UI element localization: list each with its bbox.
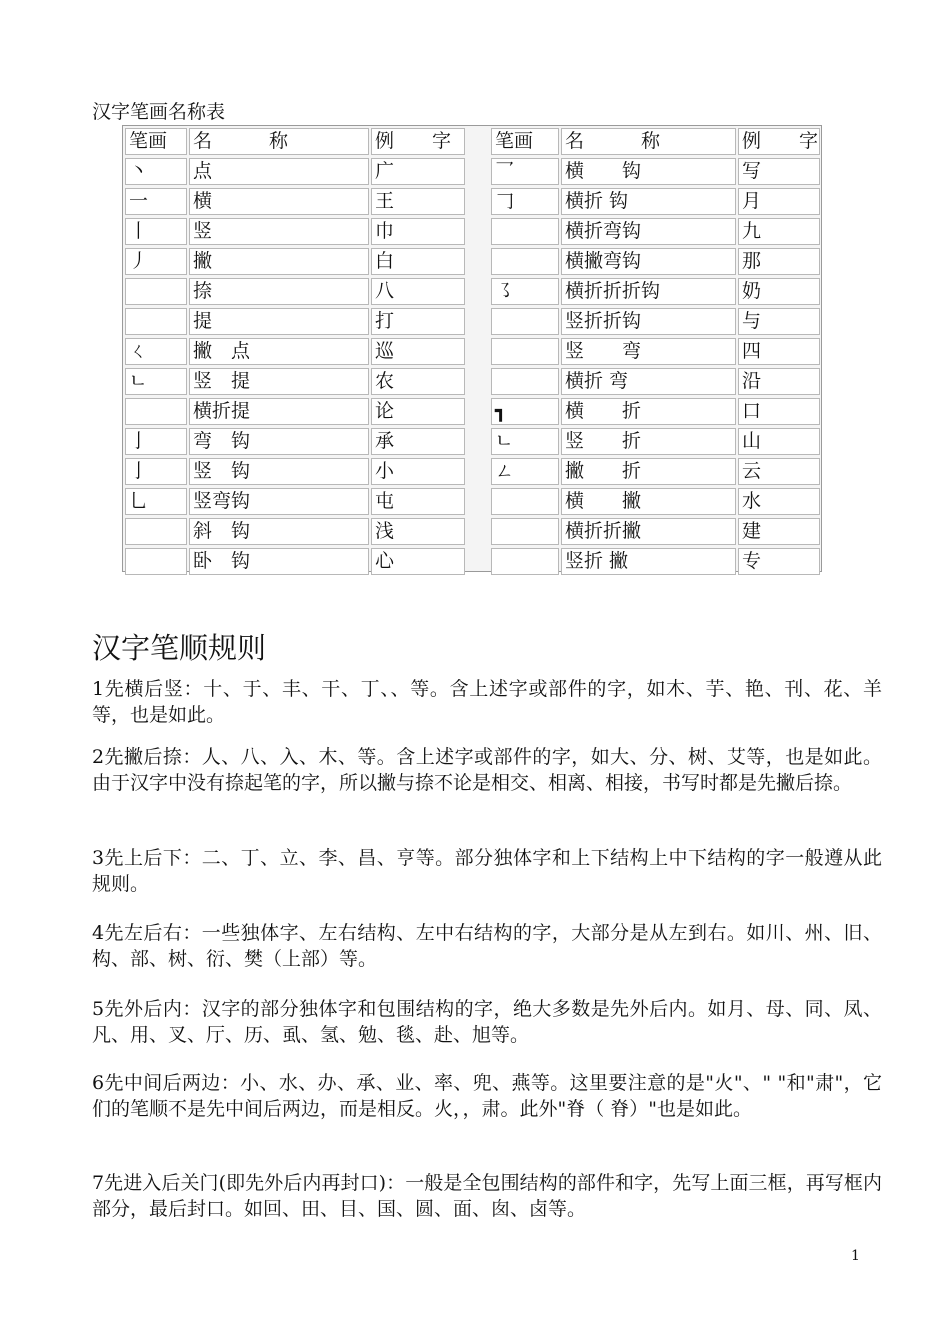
table-row <box>125 308 465 335</box>
table-row <box>125 158 465 185</box>
rule-paragraph: 7先进入后关门(即先外后内再封口)：一般是全包围结构的部件和字，先写上面三框，再写框内部分，最后封口。如回、田、目、国、圆、面、囱、卤等。 <box>92 1172 882 1220</box>
stroke-glyph <box>125 398 187 425</box>
table-row <box>125 338 465 365</box>
stroke-name: 竖折折钩 <box>561 308 736 335</box>
stroke-name: 竖折 撇 <box>561 548 736 575</box>
stroke-name: 撇 点 <box>189 338 369 365</box>
table-row <box>125 368 465 395</box>
example-char: 巾 <box>371 218 465 245</box>
stroke-glyph <box>491 488 559 515</box>
example-char: 屯 <box>371 488 465 515</box>
example-char: 白 <box>371 248 465 275</box>
table-row <box>491 368 820 395</box>
example-char: 水 <box>738 488 820 515</box>
header-example: 例 字 <box>371 128 465 155</box>
example-char: 写 <box>738 158 820 185</box>
example-char: 奶 <box>738 278 820 305</box>
rules-heading: 汉字笔顺规则 <box>92 631 267 665</box>
stroke-glyph <box>125 278 187 305</box>
stroke-glyph: 𠃌 <box>491 188 559 215</box>
example-char: 承 <box>371 428 465 455</box>
rule-paragraph: 6先中间后两边：小、水、办、承、业、率、兜、燕等。这里要注意的是"火"、" "和"肃"，它们的笔顺不是先中间后两边，而是相反。火，，肃。此外"脊（ 脊）"也是如此。 <box>92 1072 882 1120</box>
example-char: 心 <box>371 548 465 575</box>
table-row <box>125 548 465 575</box>
stroke-glyph: 亅 <box>125 458 187 485</box>
stroke-name: 横折 钩 <box>561 188 736 215</box>
example-char: 论 <box>371 398 465 425</box>
stroke-name: 横折弯钩 <box>561 218 736 245</box>
example-char: 山 <box>738 428 820 455</box>
stroke-glyph <box>491 308 559 335</box>
stroke-glyph <box>491 338 559 365</box>
table-row <box>491 398 820 425</box>
rule-paragraph: 3先上后下：二、丁、立、李、昌、亨等。部分独体字和上下结构上中下结构的字一般遵从此规则。 <box>92 847 882 895</box>
stroke-name: 竖 <box>189 218 369 245</box>
header-example: 例 字 <box>738 128 820 155</box>
table-row <box>125 458 465 485</box>
stroke-name: 斜 钩 <box>189 518 369 545</box>
table-center-divider <box>467 128 487 569</box>
stroke-glyph <box>491 518 559 545</box>
header-name: 名 称 <box>561 128 736 155</box>
table-row <box>125 278 465 305</box>
stroke-glyph <box>125 548 187 575</box>
table-title: 汉字笔画名称表 <box>92 101 226 123</box>
rule-paragraph: 2先撇后捺：人、八、入、木、等。含上述字或部件的字，如大、分、树、艾等，也是如此。由于汉字中没有捺起笔的字，所以撇与捺不论是相交、相离、相接，书写时都是先撇后捺。 <box>92 746 882 794</box>
example-char: 口 <box>738 398 820 425</box>
stroke-name: 捺 <box>189 278 369 305</box>
table-header-row <box>125 128 465 155</box>
stroke-glyph: 丶 <box>125 158 187 185</box>
table-row <box>491 428 820 455</box>
stroke-name: 横 撇 <box>561 488 736 515</box>
example-char: 浅 <box>371 518 465 545</box>
stroke-name: 竖 提 <box>189 368 369 395</box>
stroke-glyph: ㄴ <box>491 428 559 455</box>
stroke-glyph: 丿 <box>125 248 187 275</box>
table-row <box>491 548 820 575</box>
example-char: 王 <box>371 188 465 215</box>
example-char: 打 <box>371 308 465 335</box>
example-char: 云 <box>738 458 820 485</box>
stroke-glyph <box>491 218 559 245</box>
stroke-name: 横 钩 <box>561 158 736 185</box>
stroke-name: 横折 弯 <box>561 368 736 395</box>
stroke-name-table <box>122 125 822 572</box>
stroke-glyph: ㄥ <box>491 458 559 485</box>
stroke-name: 点 <box>189 158 369 185</box>
header-stroke: 笔画 <box>125 128 187 155</box>
table-row <box>491 188 820 215</box>
stroke-name: 横 折 <box>561 398 736 425</box>
table-left-half <box>125 128 465 572</box>
stroke-name: 卧 钩 <box>189 548 369 575</box>
stroke-name: 提 <box>189 308 369 335</box>
table-row <box>125 248 465 275</box>
example-char: 月 <box>738 188 820 215</box>
stroke-name: 横折折撇 <box>561 518 736 545</box>
page-number: 1 <box>851 1248 860 1264</box>
table-header-row <box>491 128 820 155</box>
header-stroke: 笔画 <box>491 128 559 155</box>
stroke-glyph: ㄴ <box>125 368 187 395</box>
stroke-name: 弯 钩 <box>189 428 369 455</box>
stroke-name: 撇 折 <box>561 458 736 485</box>
stroke-name: 横 <box>189 188 369 215</box>
example-char: 广 <box>371 158 465 185</box>
example-char: 农 <box>371 368 465 395</box>
stroke-glyph: ㇌ <box>491 278 559 305</box>
table-row <box>491 278 820 305</box>
stroke-name: 横折折折钩 <box>561 278 736 305</box>
example-char: 建 <box>738 518 820 545</box>
table-row <box>125 428 465 455</box>
example-char: 巡 <box>371 338 465 365</box>
stroke-glyph: ┓ <box>491 398 559 425</box>
table-row <box>491 338 820 365</box>
table-right-half <box>491 128 820 572</box>
table-row <box>491 158 820 185</box>
stroke-name: 竖弯钩 <box>189 488 369 515</box>
example-char: 小 <box>371 458 465 485</box>
example-char: 四 <box>738 338 820 365</box>
stroke-glyph: 一 <box>125 188 187 215</box>
table-row <box>491 458 820 485</box>
stroke-name: 横撇弯钩 <box>561 248 736 275</box>
table-row <box>125 188 465 215</box>
stroke-name: 竖 钩 <box>189 458 369 485</box>
rule-paragraph: 1先横后竖：十、于、丰、干、丁、、等。含上述字或部件的字，如木、芋、艳、刊、花、羊等，也是如此。 <box>92 678 882 726</box>
stroke-glyph <box>125 518 187 545</box>
example-char: 八 <box>371 278 465 305</box>
example-char: 九 <box>738 218 820 245</box>
stroke-glyph <box>125 308 187 335</box>
example-char: 那 <box>738 248 820 275</box>
table-row <box>491 488 820 515</box>
table-row <box>491 218 820 245</box>
table-row <box>125 218 465 245</box>
table-row <box>125 398 465 425</box>
table-row <box>491 248 820 275</box>
rule-paragraph: 5先外后内：汉字的部分独体字和包围结构的字，绝大多数是先外后内。如月、母、同、凤、凡、用、叉、厅、历、虱、氢、勉、毯、赴、旭等。 <box>92 998 882 1046</box>
stroke-name: 横折提 <box>189 398 369 425</box>
rule-paragraph: 4先左后右：一些独体字、左右结构、左中右结构的字，大部分是从左到右。如川、州、旧、构、部、树、衍、樊（上部）等。 <box>92 922 882 970</box>
stroke-glyph <box>491 368 559 395</box>
table-row <box>491 308 820 335</box>
stroke-name: 竖 弯 <box>561 338 736 365</box>
table-row <box>125 488 465 515</box>
example-char: 专 <box>738 548 820 575</box>
stroke-name: 竖 折 <box>561 428 736 455</box>
stroke-glyph: 丨 <box>125 218 187 245</box>
table-row <box>125 518 465 545</box>
stroke-glyph: ㄑ <box>125 338 187 365</box>
table-row <box>491 518 820 545</box>
stroke-glyph: 亅 <box>125 428 187 455</box>
stroke-glyph <box>491 248 559 275</box>
stroke-name: 撇 <box>189 248 369 275</box>
stroke-glyph: 乚 <box>125 488 187 515</box>
stroke-glyph: 乛 <box>491 158 559 185</box>
example-char: 沿 <box>738 368 820 395</box>
stroke-glyph <box>491 548 559 575</box>
example-char: 与 <box>738 308 820 335</box>
header-name: 名 称 <box>189 128 369 155</box>
